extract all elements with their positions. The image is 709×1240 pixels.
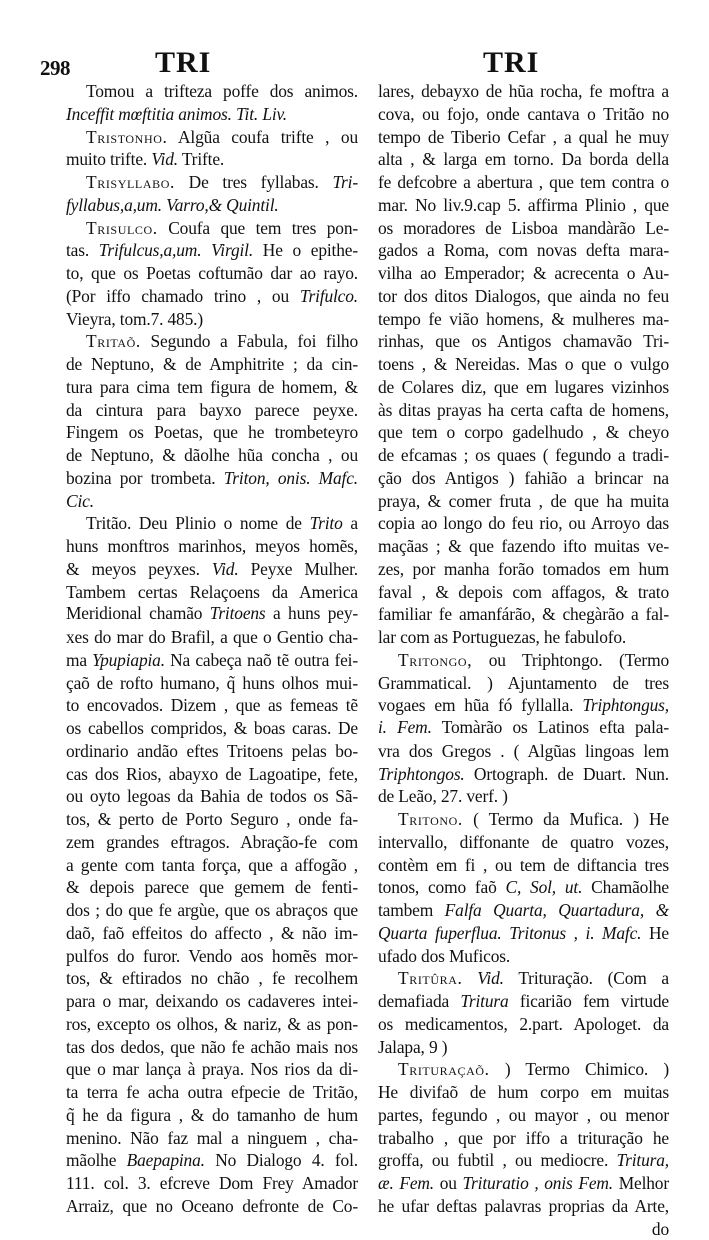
headword: Tritûra. (398, 968, 462, 988)
text-segment: de Leão, 27. verf. ) (378, 786, 508, 806)
text-segment: ( Termo da Mufica. ) He (463, 809, 669, 829)
text-line (378, 694, 669, 717)
text-line (378, 512, 669, 535)
text-segment: He divifaõ de hum corpo em muitas (378, 1082, 669, 1102)
text-segment: maçãas ; & que fazendo ifto muitas ve- (378, 536, 669, 556)
text-segment: ufado dos Muficos. (378, 946, 510, 966)
text-line (378, 1127, 669, 1150)
text-segment: He o epithe- (253, 240, 358, 260)
text-segment: Grammatical. ) Ajuntamento de tres (378, 673, 669, 693)
italic-text: Tri- (332, 172, 358, 192)
text-segment: Melhor (613, 1173, 669, 1193)
text-line (378, 285, 669, 308)
text-segment: Coufa que tem tres pon- (158, 218, 358, 238)
text-segment: Tomou a trifteza poffe dos animos. (86, 81, 358, 101)
text-segment: pulfos do furor. Vendo aos homẽs mor- (66, 946, 358, 966)
text-segment: lares, debayxo de hũa rocha, fe moftra a (378, 81, 669, 101)
text-segment: tempo de Tiberio Cefar , a qual he muy (378, 127, 669, 147)
text-segment: ordinario andão eftes Tritoens pelas bo- (66, 741, 358, 761)
text-line (66, 194, 358, 217)
text-line (66, 581, 358, 604)
text-segment: Vieyra, tom.7. 485.) (66, 309, 203, 329)
text-segment: ta terra fe acha outra efpecie de Tritão, (66, 1082, 358, 1102)
text-line (378, 990, 669, 1013)
text-segment: Na cabeça naõ tẽ outra fei- (165, 650, 358, 670)
text-line (378, 967, 669, 990)
headword: Trisulco. (86, 218, 158, 238)
text-segment: groffa, ou fubtil , ou mediocre. (378, 1150, 617, 1170)
italic-text: Trifulco. (300, 286, 358, 306)
text-line (66, 1195, 358, 1218)
italic-text: Inceffit mœftitia animos. Tit. Liv. (66, 104, 287, 124)
text-line (378, 148, 669, 171)
text-segment: tambem (378, 900, 445, 920)
text-line (378, 535, 669, 558)
text-line (66, 899, 358, 922)
text-line (378, 376, 669, 399)
text-line (66, 1172, 358, 1195)
text-segment: q̃ he da figura , & do tamanho de hum (66, 1105, 358, 1125)
text-segment: 111. col. 3. efcreve Dom Frey Amador (66, 1173, 358, 1193)
text-segment: huns monftros marinhos, meyos homẽs, (66, 536, 358, 556)
headword: Tristonho. (86, 127, 167, 147)
text-line (66, 672, 358, 695)
text-line (378, 717, 669, 740)
text-segment: dos ; do que fe argùe, que os abraços que (66, 900, 358, 920)
text-line (66, 876, 358, 899)
text-line (66, 1149, 358, 1172)
text-segment: demafiada (378, 991, 460, 1011)
text-line (66, 1036, 358, 1059)
text-line (66, 831, 358, 854)
text-segment: ou (434, 1173, 463, 1193)
text-segment: ros, excepto os olhos, & nariz, & as pon- (66, 1014, 358, 1034)
text-segment: copia ao longo do feu rio, ou Arroyo das (378, 513, 669, 533)
text-segment: daõ, faõ effeitos do affecto , & não im- (66, 923, 358, 943)
italic-text: Vid. (151, 149, 178, 169)
right-column (378, 80, 669, 1240)
text-line (66, 626, 358, 649)
text-segment: Arraiz, que no Oceano defronte de Co- (66, 1196, 358, 1216)
text-segment: tura para cima tem figura de homem, & (66, 377, 358, 397)
text-segment: tos, & eftirados no chão , fe recolhem (66, 968, 358, 988)
text-line (378, 672, 669, 695)
text-line (66, 171, 358, 194)
text-line (378, 308, 669, 331)
italic-text: Trifulcus,a,um. Virgil. (99, 240, 253, 260)
text-line (378, 740, 669, 763)
text-line (66, 785, 358, 808)
italic-text: Triton, onis. Mafc. (224, 468, 358, 488)
text-line (66, 603, 358, 626)
text-segment: partes, fegundo , ou mayor , ou menor (378, 1105, 669, 1125)
text-segment: cas dos Rios, abayxo de Lagoatipe, fete, (66, 764, 358, 784)
text-line (66, 262, 358, 285)
text-line (378, 103, 669, 126)
text-line (378, 831, 669, 854)
text-segment: gados a Roma, com novas defta mara- (378, 240, 669, 260)
text-line (378, 626, 669, 649)
text-line (66, 80, 358, 103)
text-line (378, 945, 669, 968)
text-segment: Fingem os Poetas, que he trombeteyro (66, 422, 358, 442)
text-segment: que tem o corpo gadelhudo , & cheyo (378, 422, 669, 442)
left-column (66, 80, 358, 1218)
text-segment: ma (66, 650, 92, 670)
text-segment: faval , & depois com affagos, & trato (378, 582, 669, 602)
text-line (66, 1104, 358, 1127)
italic-text: Tritura (460, 991, 508, 1011)
text-segment: tos, & perto de Porto Seguro , onde fa- (66, 809, 358, 829)
text-line (378, 217, 669, 240)
text-line (66, 1058, 358, 1081)
text-line (66, 717, 358, 740)
text-line (378, 581, 669, 604)
text-line (378, 399, 669, 422)
headword: Tritaõ. (86, 331, 141, 351)
catchword (378, 1218, 669, 1240)
text-segment: a (343, 513, 358, 533)
text-segment: tas. (66, 240, 99, 260)
text-line (66, 444, 358, 467)
italic-text: Baepapina. (127, 1150, 205, 1170)
text-segment: os medicamentos, 2.part. Apologet. da (378, 1014, 669, 1034)
text-segment: No Dialogo 4. fol. (205, 1150, 358, 1170)
headword: Trisyllabo. (86, 172, 175, 192)
text-line (378, 194, 669, 217)
text-segment: ou oyto legoas da Bahia de todos os Sã- (66, 786, 358, 806)
text-segment: Trifte. (178, 149, 224, 169)
text-line (66, 649, 358, 672)
text-segment: Chamãolhe (582, 877, 669, 897)
italic-text: fyllabus,a,um. Varro,& Quintil. (66, 195, 279, 215)
text-segment: do (652, 1219, 669, 1239)
text-segment: ção dos Antigos ) fahião a brincar na (378, 468, 669, 488)
text-segment: intervallo, diffonante de quatro vozes, (378, 832, 669, 852)
italic-text: Tritoens (210, 604, 266, 623)
text-line (378, 1081, 669, 1104)
page-number: 298 (40, 56, 70, 81)
text-line (378, 854, 669, 877)
text-line (378, 1104, 669, 1127)
text-segment: tor dos ditos Dialogos, que ainda no feu (378, 286, 669, 306)
text-segment: to, que os Poetas coftumão dar ao rayo. (66, 263, 358, 283)
italic-text: i. Fem. (378, 718, 432, 737)
text-line (66, 148, 358, 171)
text-segment: da cintura para bayxo parece peyxe. (66, 400, 358, 420)
text-line (66, 239, 358, 262)
text-segment: vogaes em hũa fó fyllalla. (378, 695, 582, 715)
text-segment: menino. Não faz mal a ninguem , cha- (66, 1128, 358, 1148)
text-segment: vra dos Gregos . ( Algũas lingoas lem (378, 741, 669, 761)
text-segment: os cabellos compridos, & boas caras. De (66, 718, 358, 738)
running-head-left: TRI (155, 46, 211, 80)
text-segment: Peyxe Mulher. (239, 559, 358, 579)
text-line (378, 649, 669, 672)
text-segment: tempo fe vião homens, & mulheres ma- (378, 309, 669, 329)
text-line (66, 694, 358, 717)
text-segment: zes, por manha forão tomados em hum (378, 559, 669, 579)
text-segment: para o mar, deixando os cadaveres intei- (66, 991, 358, 1011)
headword: Tritongo, (398, 650, 472, 670)
text-segment: alta , & larga em torno. Da borda della (378, 149, 669, 169)
text-line (378, 899, 669, 922)
text-line (378, 922, 669, 945)
text-line (378, 239, 669, 262)
text-segment: De tres fyllabas. (175, 172, 333, 192)
text-segment: fe defcobre a abertura , que tem contra o (378, 172, 669, 192)
text-line (66, 467, 358, 490)
text-segment: os moradores de Lisboa mandàrão Le- (378, 218, 669, 238)
text-line (378, 1058, 669, 1081)
text-line (66, 421, 358, 444)
italic-text: Quarta fuperflua. Tritonus , i. Mafc. (378, 923, 641, 943)
text-line (378, 126, 669, 149)
italic-text: Ypupiapia. (92, 650, 165, 670)
text-segment: to encovados. Dizem , que as femeas tẽ (66, 695, 358, 715)
italic-text: Tritura, (617, 1150, 669, 1170)
italic-text: Cic. (66, 491, 94, 511)
text-segment: Trituração. (Com a (504, 968, 669, 988)
text-line (66, 740, 358, 763)
italic-text: Triphtongus, (582, 695, 669, 715)
text-line (378, 467, 669, 490)
italic-text: C, Sol, ut. (506, 877, 583, 897)
text-line (66, 512, 358, 535)
text-line (66, 1081, 358, 1104)
text-segment: de Neptuno, & dãolhe hũa concha , ou (66, 445, 358, 465)
text-line (378, 171, 669, 194)
text-segment: Tomàrão os Latinos efta pala- (432, 718, 669, 737)
text-segment: de efcamas ; os quaes ( fegundo a tradi- (378, 445, 669, 465)
text-line (378, 80, 669, 103)
text-line (66, 103, 358, 126)
text-segment: às ditas prayas ha certa cafta de homens, (378, 400, 669, 420)
text-line (378, 603, 669, 626)
text-segment: cova, ou fojo, onde cantava o Tritão no (378, 104, 669, 124)
text-line (378, 330, 669, 353)
text-line (378, 1013, 669, 1036)
text-segment: Tambem certas Relaçoens da America (66, 582, 358, 602)
text-line (66, 808, 358, 831)
text-segment: ou Triphtongo. (Termo (472, 650, 669, 670)
text-line (378, 421, 669, 444)
text-line (378, 444, 669, 467)
text-line (66, 376, 358, 399)
text-line (378, 1195, 669, 1218)
text-segment: muito trifte. (66, 149, 151, 169)
text-line (66, 217, 358, 240)
text-line (66, 353, 358, 376)
italic-text: Triphtongos. (378, 764, 465, 784)
text-segment: mar. No liv.9.cap 5. affirma Plinio , que (378, 195, 669, 215)
text-segment: a huns pey- (266, 604, 358, 623)
text-line (378, 262, 669, 285)
text-line (66, 490, 358, 513)
text-line (66, 330, 358, 353)
text-segment: familiar fe amanfárão, & chegàrão a fal- (378, 604, 669, 624)
text-line (378, 1036, 669, 1059)
text-line (378, 490, 669, 513)
italic-text: Trituratio , onis Fem. (463, 1173, 614, 1193)
text-line (378, 1172, 669, 1195)
italic-text: Vid. (477, 968, 504, 988)
text-line (66, 308, 358, 331)
text-segment: bozina por trombeta. (66, 468, 224, 488)
text-segment: rinhas, que os Antigos chamavão Tri- (378, 331, 669, 351)
text-segment (462, 968, 477, 988)
text-segment: de Neptuno, & de Amphitrite ; da cin- (66, 354, 358, 374)
text-line (66, 558, 358, 581)
text-segment: tas dos dedos, que não fe achão mais nos (66, 1037, 358, 1057)
text-line (66, 763, 358, 786)
text-line (66, 922, 358, 945)
text-line (378, 1149, 669, 1172)
text-segment: ) Termo Chimico. ) (490, 1059, 669, 1079)
text-segment: He (641, 923, 669, 943)
italic-text: æ. Fem. (378, 1173, 434, 1193)
text-line (66, 126, 358, 149)
text-segment: & depois parece que gemem de fenti- (66, 877, 358, 897)
text-line (66, 399, 358, 422)
headword: Trituraçaõ. (398, 1059, 490, 1079)
text-segment: ficarião fem virtude (509, 991, 669, 1011)
text-segment: mãolhe (66, 1150, 127, 1170)
italic-text: Falfa Quarta, Quartadura, & (445, 900, 669, 920)
text-segment: (Por iffo chamado trino , ou (66, 286, 300, 306)
text-segment: tonos, como faõ (378, 877, 506, 897)
text-segment: Segundo a Fabula, foi filho (141, 331, 358, 351)
text-segment: lar com as Portuguezas, he fabulofo. (378, 627, 626, 647)
text-segment: praya, & comer fruta , de que ha muita (378, 491, 669, 511)
text-segment: contèm em fi , ou tem de diftancia tres (378, 855, 669, 875)
text-segment: Jalapa, 9 ) (378, 1037, 447, 1057)
text-segment: Meridional chamão (66, 604, 210, 623)
italic-text: Trito (310, 513, 343, 533)
text-line (66, 1127, 358, 1150)
text-segment: de Colares diz, que em lugares vizinhos (378, 377, 669, 397)
text-line (66, 535, 358, 558)
text-segment: Ortograph. de Duart. Nun. (465, 764, 669, 784)
text-line (66, 967, 358, 990)
text-line (378, 353, 669, 376)
text-segment: Algũa coufa trifte , ou (167, 127, 358, 147)
text-line (66, 854, 358, 877)
text-line (66, 1013, 358, 1036)
text-line (378, 785, 669, 808)
text-line (378, 763, 669, 786)
text-line (378, 558, 669, 581)
headword: Tritono. (398, 809, 463, 829)
text-segment: & meyos peyxes. (66, 559, 212, 579)
running-head-right: TRI (483, 46, 539, 80)
text-segment: toens , & Nereidas. Mas o que o vulgo (378, 354, 669, 374)
text-line (378, 876, 669, 899)
text-line (66, 990, 358, 1013)
text-segment: vilha ao Emperador; & acrecenta o Au- (378, 263, 669, 283)
italic-text: Vid. (212, 559, 239, 579)
text-segment: trabalho , que por iffo a trituração he (378, 1128, 669, 1148)
text-line (66, 945, 358, 968)
text-segment: que o mar lança à praya. Nos rios da di- (66, 1059, 358, 1079)
text-segment: çaõ de rofto humano, q̃ huns olhos mui- (66, 673, 358, 693)
text-segment: he ufar deftas palavras proprias da Arte, (378, 1196, 669, 1216)
text-segment: xes do mar do Brafil, a que o Gentio cha- (66, 627, 358, 647)
text-line (378, 808, 669, 831)
text-line (66, 285, 358, 308)
text-segment: a gente com tanta força, que a affogão , (66, 855, 358, 875)
text-segment: Tritão. Deu Plinio o nome de (86, 513, 310, 533)
text-segment: zem grandes eftragos. Abração-fe com (66, 832, 358, 852)
